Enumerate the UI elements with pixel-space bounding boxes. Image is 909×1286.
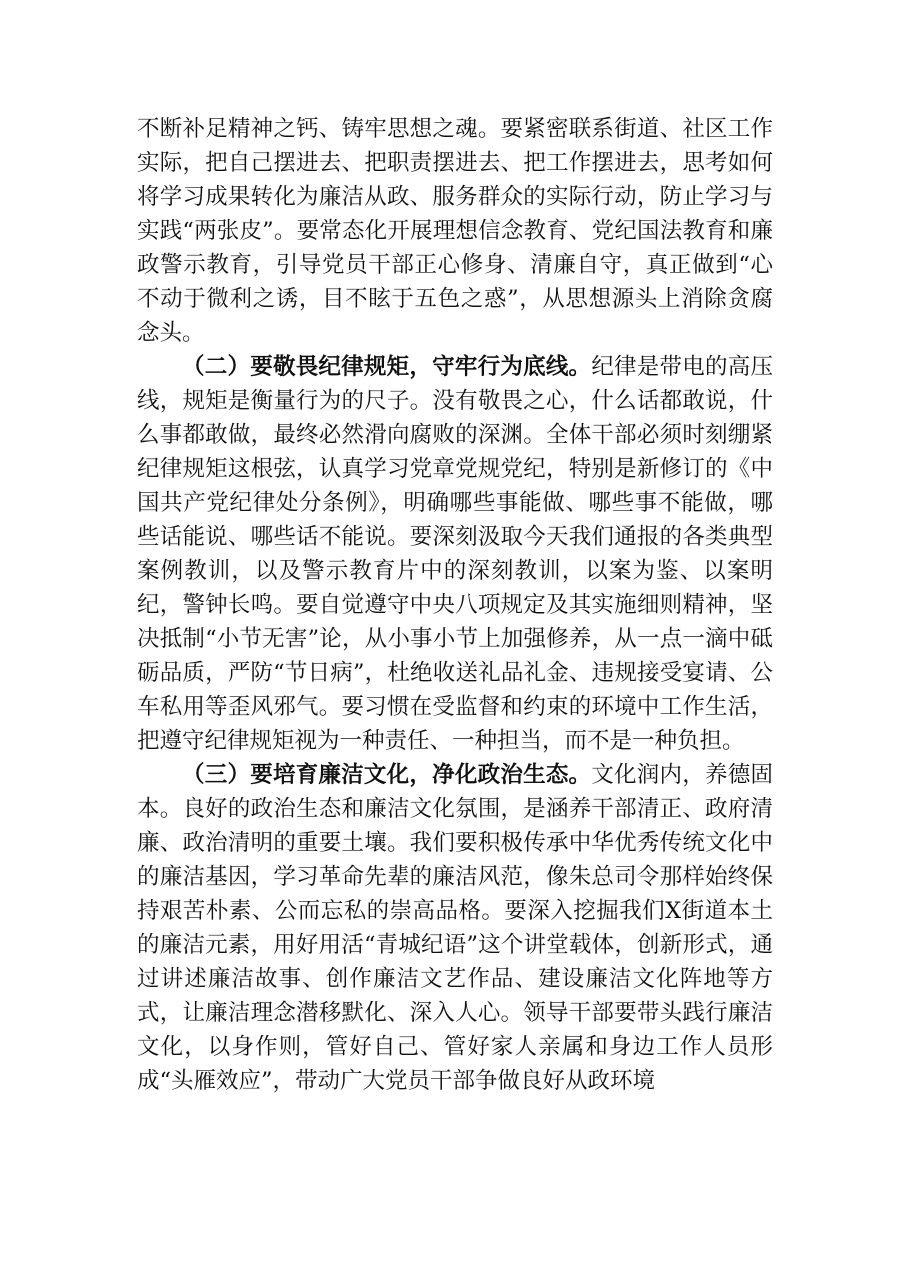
paragraph-2-body: 纪律是带电的高压线，规矩是衡量行为的尺子。没有敬畏之心，什么话都敢说，什么事都敢做，最终必然滑向腐败的深渊。全体干部必须时刻绷紧纪律规矩这根弦，认真学习党章党规党纪，特别是新修订的《中国共产党纪律处分条例》，明确哪些事能做、哪些事不能做，哪些话能说、哪些话不能说。要深刻汲取今天我们通报的各类典型案例教训，以及警示教育片中的深刻教训，以案为鉴、以案明纪，警钟长鸣。要自觉遵守中央八项规定及其实施细则精神，坚决抵制“小节无害”论，从小事小节上加强修养，从一点一滴中砥砺品质，严防“节日病”，杜绝收送礼品礼金、违规接受宴请、公车私用等歪风邪气。要习惯在受监督和约束的环境中工作生活，把遵守纪律规矩视为一种责任、一种担当，而不是一种负担。 xyxy=(137,354,773,754)
paragraph-3-body: 文化润内，养德固本。良好的政治生态和廉洁文化氛围，是涵养干部清正、政府清廉、政治清明的重要土壤。我们要积极传承中华优秀传统文化中的廉洁基因，学习革命先辈的廉洁风范，像朱总司令那样始终保持艰苦朴素、公而忘私的崇高品格。要深入挖掘我们X街道本土的廉洁元素，用好用活“青城纪语”这个讲堂载体，创新形式，通过讲述廉洁故事、创作廉洁文艺作品、建设廉洁文化阵地等方式，让廉洁理念潜移默化、深入人心。领导干部要带头践行廉洁文化，以身作则，管好自己、管好家人亲属和身边工作人员形成“头雁效应”，带动广大党员干部争做良好从政环境 xyxy=(137,762,773,1094)
paragraph-1: 不断补足精神之钙、铸牢思想之魂。要紧密联系街道、社区工作实际，把自己摆进去、把职责摆进去、把工作摆进去，思考如何将学习成果转化为廉洁从政、服务群众的实际行动，防止学习与实践“两张皮”。要常态化开展理想信念教育、党纪国法教育和廉政警示教育，引导党员干部正心修身、清廉自守，真正做到“心不动于微利之诱，目不眩于五色之惑”，从思想源头上消除贪腐念头。 xyxy=(137,116,773,346)
section-heading-3: （三）要培育廉洁文化，净化政治生态。 xyxy=(182,762,592,788)
paragraph-2 xyxy=(137,350,773,758)
paragraph-3 xyxy=(137,758,773,1098)
document-body xyxy=(137,112,773,1098)
section-heading-2: （二）要敬畏纪律规矩，守牢行为底线。 xyxy=(182,354,592,380)
